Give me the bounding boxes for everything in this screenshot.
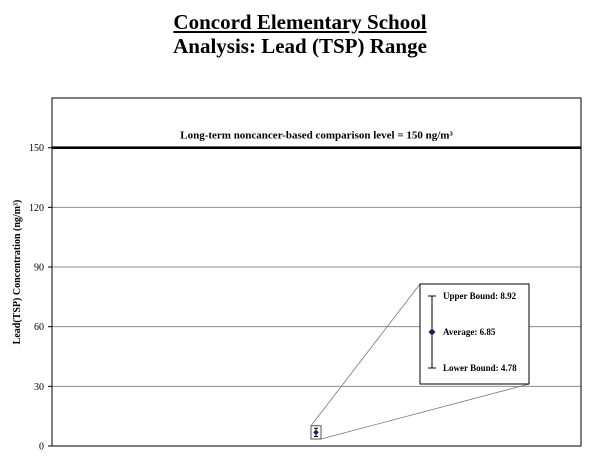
zoom-connector-top (311, 284, 420, 426)
average-label: Average: 6.85 (443, 327, 496, 337)
chart-subtitle: Analysis: Lead (TSP) Range (173, 34, 427, 58)
y-tick-label: 120 (29, 202, 44, 214)
upper-bound-label: Upper Bound: 8.92 (443, 291, 517, 301)
y-tick-label: 30 (34, 381, 44, 393)
y-tick-label: 0 (39, 441, 44, 453)
plot-area (52, 98, 581, 446)
lower-bound-label: Lower Bound: 4.78 (443, 363, 517, 373)
reference-line-label: Long-term noncancer-based comparison level = 150 ng/m³ (180, 129, 453, 142)
zoom-connector-bottom (321, 384, 529, 439)
y-tick-label: 60 (34, 322, 44, 334)
chart-title: Concord Elementary School (173, 10, 427, 34)
y-tick-label: 90 (34, 262, 44, 274)
y-axis-label: Lead(TSP) Concentration (ng/m³) (12, 199, 23, 345)
y-tick-label: 150 (29, 143, 44, 155)
